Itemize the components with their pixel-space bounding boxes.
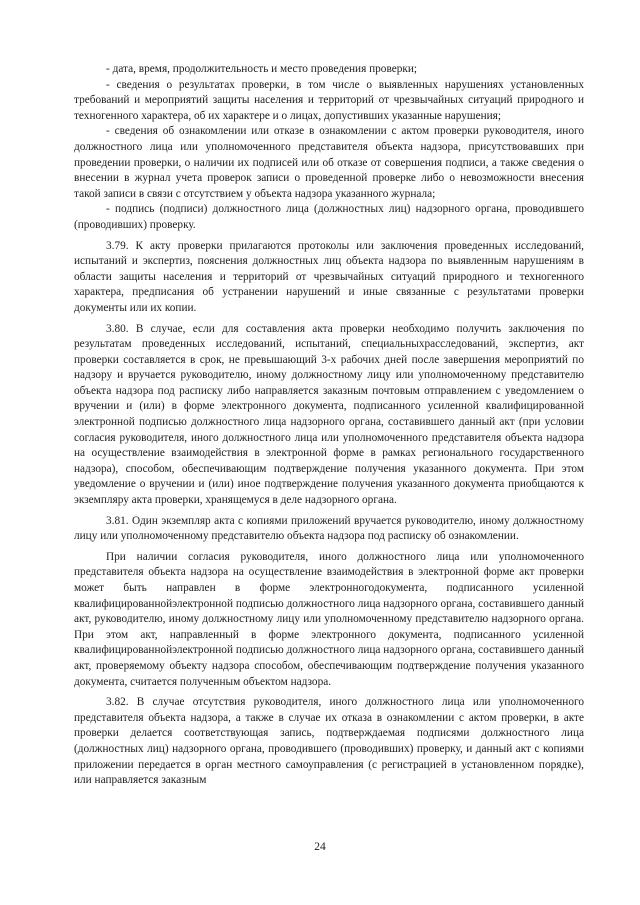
page-number: 24 xyxy=(314,841,326,853)
paragraph-3-81: 3.81. Один экземпляр акта с копиями приложений вручается руководителю, иному должностному лицу или уполномоченному представителю объекта надзора под расписку об ознакомлении. xyxy=(74,514,584,543)
paragraph-3-79: 3.79. К акту проверки прилагаются протоколы или заключения проведенных исследований, испытаний и экспертиз, пояснения должностных лиц объекта надзора по выявленным нарушениям в области защиты населения и территорий от чрезвычайных ситуаций природного и техногенного характера, предписания об устранении нарушений и иные связанные с результатами проверки документы или их копии. xyxy=(74,239,584,314)
document-body xyxy=(74,62,584,789)
paragraph-3-80: 3.80. В случае, если для составления акта проверки необходимо получить заключения по результатам проведенных исследований, испытаний, специальныхрасследований, экспертиз, акт проверки составляется в срок, не превышающий 3-х рабочих дней после завершения мероприятий по надзору и вручается руководителю, иному должностному лицу или уполномоченному представителю объекта надзора под расписку либо направляется заказным почтовым отправлением с уведомлением о вручении и (или) в форме электронного документа, подписанного усиленной квалифицированной электронной подписью должностного лица надзорного органа, составившего данный акт (при условии согласия руководителя, иного должностного лица или уполномоченного представителя объекта надзора на осуществление взаимодействия в электронной форме в рамках регионального государственного надзора), способом, обеспечивающим подтверждение получения указанного документа. При этом уведомление о вручении и (или) иное подтверждение получения указанного документа приобщаются к экземпляру акта проверки, хранящемуся в деле надзорного органа. xyxy=(74,322,584,507)
list-item-results: - сведения о результатах проверки, в том числе о выявленных нарушениях установленных требований и мероприятий защиты населения и территорий от чрезвычайных ситуаций природного и техногенного характера, об их характере и о лицах, допустивших указанные нарушения; xyxy=(74,78,584,122)
paragraph-3-82: 3.82. В случае отсутствия руководителя, иного должностного лица или уполномоченного представителя объекта надзора, а также в случае их отказа в ознакомлении с актом проверки, в акте проверки делается соответствующая запись, подтверждаемая подписями должностного лица (должностных лиц) надзорного органа, проводившего (проводивших) проверку, и данный акт с копиями приложении передается в орган местного самоуправления (с регистрацией в установленном порядке), или направляется заказным xyxy=(74,696,584,787)
list-item-date: - дата, время, продолжительность и место проведения проверки; xyxy=(106,63,418,75)
list-item-signature: - подпись (подписи) должностного лица (должностных лиц) надзорного органа, проводившего (проводивших) проверку. xyxy=(74,203,584,231)
list-item-acquaintance: - сведения об ознакомлении или отказе в ознакомлении с актом проверки руководителя, иного должностного лица или уполномоченного представителя объекта надзора, присутствовавших при проведении проверки, о наличии их подписей или об отказе от совершения подписи, а также сведения о внесении в журнал учета проверок записи о проведенной проверке либо о невозможности внесения такой записи в связи с отсутствием у объекта надзора указанного журнала; xyxy=(74,125,584,200)
paragraph-electronic-form: При наличии согласия руководителя, иного должностного лица или уполномоченного представителя объекта надзора на осуществление взаимодействия в электронной форме акт проверки может быть направлен в форме электронногодокумента, подписанного усиленной квалифицированнойэлектронной подписью должностного лица надзорного органа, составившего данный акт, руководителю, иному должностному лицу или уполномоченному представителю надзорного органа. При этом акт, направленный в форме электронного документа, подписанного усиленной квалифицированнойэлектронной подписью должностного лица надзорного органа, составившего данный акт, проверяемому объекту надзора способом, обеспечивающим подтверждение получения указанного документа, считается полученным объектом надзора. xyxy=(74,550,584,688)
